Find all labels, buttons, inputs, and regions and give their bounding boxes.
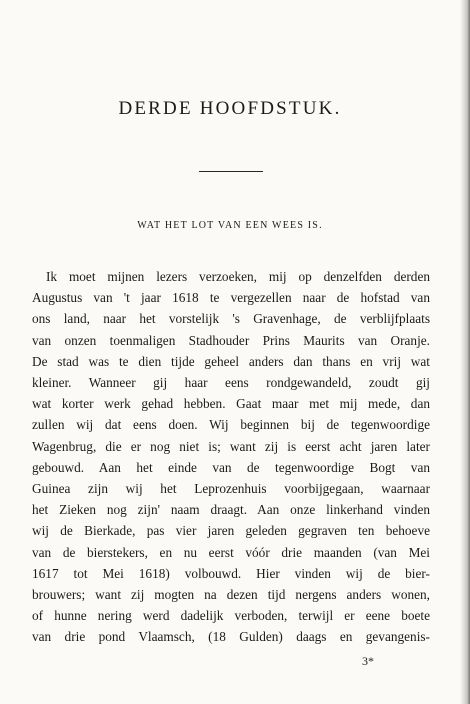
text-line: of hunne nering werd dadelijk verboden, terwijl er eene boete	[32, 608, 430, 624]
text-line: kleiner. Wanneer gij haar eens rondgewandeld, zoudt gij	[32, 375, 430, 391]
signature-mark: 3*	[362, 654, 374, 668]
text-line: De stad was te dien tijde geheel anders dan thans en vrij wat	[32, 353, 430, 369]
text-line: Augustus van 't jaar 1618 te vergezellen naar de hofstad van	[32, 290, 430, 306]
text-line: gebouwd. Aan het einde van de tegenwoordige Bogt van	[32, 459, 430, 475]
text-line: wij de Bierkade, pas vier jaren geleden gegraven ten behoeve	[32, 523, 430, 539]
page-edge-shadow	[460, 0, 470, 704]
text-line: wat korter werk gehad hebben. Gaat maar met mij mede, dan	[32, 396, 430, 412]
text-line: ons land, naar het vorstelijk 's Gravenhage, de verblijfplaats	[32, 311, 430, 327]
text-line: van onzen toenmaligen Stadhouder Prins Maurits van Oranje.	[32, 332, 430, 348]
text-line: Wagenbrug, die er nog niet is; want zij is eerst acht jaren later	[32, 438, 430, 454]
body-text	[32, 266, 430, 648]
text-line: Ik moet mijnen lezers verzoeken, mij op denzelfden derden	[46, 269, 430, 284]
chapter-title: DERDE HOOFDSTUK.	[118, 98, 342, 119]
text-line: van de bierstekers, en nu eerst vóór drie maanden (van Mei	[32, 544, 430, 560]
text-line: van drie pond Vlaamsch, (18 Gulden) daags en gevangenis-	[32, 629, 430, 645]
section-title: WAT HET LOT VAN EEN WEES IS.	[137, 220, 323, 231]
text-line: zullen wij dat eens doen. Wij beginnen bij de tegenwoordige	[32, 417, 430, 433]
text-line: brouwers; want zij mogten na dezen tijd nergens anders wonen,	[32, 587, 430, 603]
text-line: Guinea zijn wij het Leprozenhuis voorbijgegaan, waarnaar	[32, 481, 430, 497]
separator-rule	[199, 171, 263, 172]
text-line: het Zieken nog zijn' naam draagt. Aan onze linkerhand vinden	[32, 502, 430, 518]
text-line: 1617 tot Mei 1618) volbouwd. Hier vinden wij de bier-	[32, 565, 430, 581]
